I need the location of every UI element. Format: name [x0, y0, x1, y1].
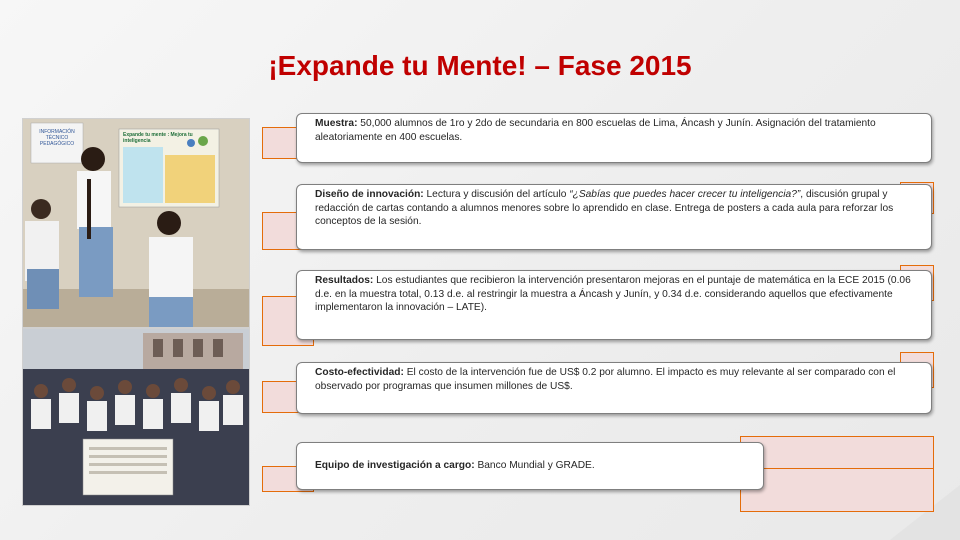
poster-heading: Expande tu mente : Mejora tu inteligencia — [123, 132, 193, 144]
muestra-text: 50,000 alumnos de 1ro y 2do de secundaria en 800 escuelas de Lima, Áncash y Junín. Asignación del tratamiento aleatoriamente en 400 escuelas. — [315, 118, 876, 143]
students-group-illustration — [23, 329, 249, 505]
resultados-label: Resultados: — [315, 275, 374, 286]
sign-line-2: TÉCNICO — [45, 135, 69, 141]
diseno-box — [296, 184, 932, 250]
costo-box — [296, 362, 932, 414]
costo-label: Costo-efectividad: — [315, 367, 404, 378]
diseno-text-after: , discusión grupal y redacción de cartas contando a alumnos menores sobre lo aprendido en clase. Entrega de posters a cada aula para reforzar los conceptos de la sesión. — [315, 189, 894, 227]
students-poster-photo — [22, 118, 250, 328]
sign-line-1: INFORMACIÓN — [39, 129, 75, 135]
accent-right-5 — [740, 468, 934, 512]
info-sign-text — [33, 129, 81, 147]
sign-line-3: PEDAGÓGICO — [39, 141, 75, 147]
equipo-box — [296, 442, 764, 490]
diseno-article-title: “¿Sabías que puedes hacer crecer tu inteligencia?” — [569, 189, 801, 200]
students-group-photo — [22, 328, 250, 506]
resultados-text: Los estudiantes que recibieron la intervención presentaron mejoras en el puntaje de matemática en la ECE 2015 (0.06 d.e. en la muestra total, 0.13 d.e. al restringir la muestra a Áncash y Junín, y 0.34 d.e. considerando aquellos que efectivamente implementaron la innovación – LATE). — [315, 275, 911, 313]
diseno-text-before: Lectura y discusión del artículo — [423, 189, 570, 200]
costo-text: El costo de la intervención fue de US$ 0.2 por alumno. El impacto es muy relevante al ser comparado con el observado por programas que insumen millones de US$. — [315, 367, 896, 392]
diseno-label: Diseño de innovación: — [315, 189, 424, 200]
equipo-text: Banco Mundial y GRADE. — [474, 460, 595, 471]
muestra-box — [296, 113, 932, 163]
slide-title: ¡Expande tu Mente! – Fase 2015 — [268, 50, 692, 81]
accent-right-4 — [740, 436, 934, 470]
equipo-label: Equipo de investigación a cargo: — [315, 460, 475, 471]
resultados-box — [296, 270, 932, 340]
students-poster-illustration — [23, 119, 249, 327]
muestra-label: Muestra: — [315, 118, 358, 129]
